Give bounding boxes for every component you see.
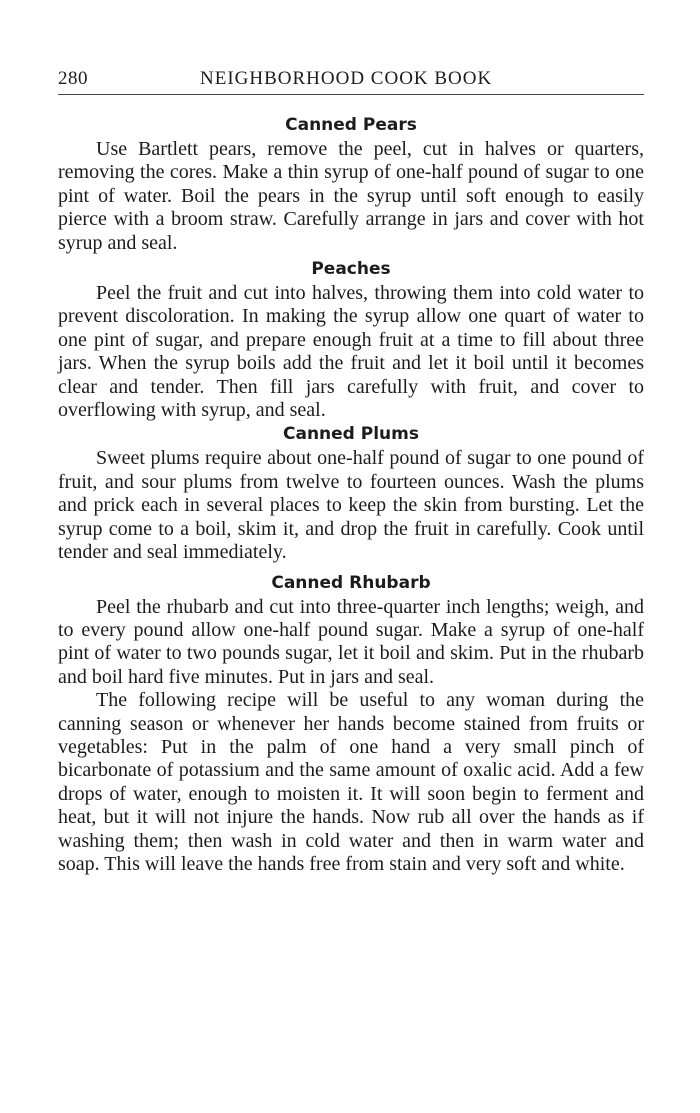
paragraph-peaches: Peel the fruit and cut into halves, throwing them into cold water to prevent discoloration. In making the syrup allow one quart of water to one pint of sugar, and prepare enough fruit at a time to fill about three jars. When the syrup boils add the fruit and let it boil until it becomes clear and tender. Then fill jars carefully with fruit, and cover to overflowing with syrup, and seal. — [58, 282, 644, 422]
heading-peaches: Peaches — [311, 259, 391, 280]
paragraph-canned-rhubarb: Peel the rhubarb and cut into three-quarter inch lengths; weigh, and to every pound allow one-half pound sugar. Make a syrup of one-half pint of water to two pounds sugar, let it boil and skim. Put in the rhubarb and boil hard five minutes. Put in jars and seal. — [58, 595, 644, 688]
heading-canned-pears: Canned Pears — [285, 115, 417, 135]
paragraph-canned-pears: Use Bartlett pears, remove the peel, cut in halves or quarters, removing the cores. Make a thin syrup of one-half pound of sugar to one pint of water. Boil the pears in the syrup until soft enough to easily pierce with a broom straw. Carefully arrange in jars and cover with hot syrup and seal. — [58, 138, 644, 254]
paragraph-canned-plums: Sweet plums require about one-half pound of sugar to one pound of fruit, and sour plums from twelve to fourteen ounces. Wash the plums and prick each in several places to keep the skin from bursting. Let the syrup come to a boil, skim it, and drop the fruit in carefully. Cook until tender and seal immediately. — [58, 447, 644, 564]
paragraph-hand-stain-remedy: The following recipe will be useful to any woman during the canning season or whenever her hands become stained from fruits or vegetables: Put in the palm of one hand a very small pinch of bicarbonate of potassium and the same amount of oxalic acid. Add a few drops of water, enough to moisten it. It will soon begin to ferment and heat, but it will not injure the hands. Now rub all over the hands as if washing them; then wash in cold water and then in warm water and soap. This will leave the hands free from stain and very soft and white. — [58, 689, 644, 875]
book-page — [58, 64, 644, 876]
running-head — [58, 64, 644, 95]
heading-canned-plums: Canned Plums — [283, 424, 419, 445]
heading-canned-rhubarb: Canned Rhubarb — [271, 572, 431, 593]
running-title: NEIGHBORHOOD COOK BOOK — [200, 68, 493, 89]
page-number: 280 — [58, 68, 88, 89]
